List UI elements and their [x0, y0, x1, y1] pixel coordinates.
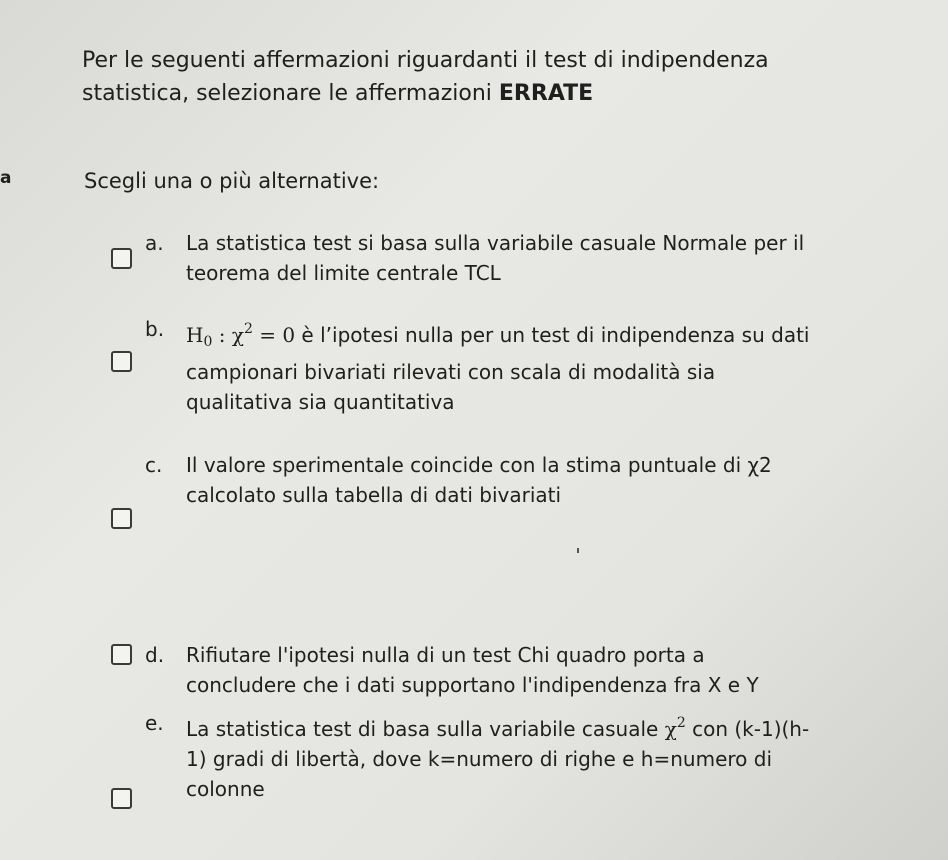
- option-b-letter: b.: [145, 317, 165, 341]
- chi-square-symbol: $\chi^2$: [664, 715, 686, 741]
- option-a-text: [186, 228, 916, 288]
- option-e-line-1: La statistica test di basa sulla variabile casuale $\chi^2$ con (k-1)(h-: [186, 715, 810, 741]
- option-b-checkbox[interactable]: [111, 351, 132, 372]
- option-d-line-2: concludere che i dati supportano l'indipendenza fra X e Y: [186, 673, 759, 697]
- option-b-line-3: qualitativa sia quantitativa: [186, 390, 455, 414]
- option-d-letter: d.: [145, 643, 165, 667]
- option-a-checkbox[interactable]: [111, 248, 132, 269]
- option-e-checkbox[interactable]: [111, 788, 132, 809]
- option-b-line-1: $H_0$ : $\chi^2 = 0$ è l’ipotesi nulla per un test di indipendenza su dati: [186, 321, 810, 350]
- option-c-line-2: calcolato sulla tabella di dati bivariati: [186, 483, 562, 507]
- option-a-line-1: La statistica test si basa sulla variabile casuale Normale per il: [186, 231, 805, 255]
- question-line-1: Per le seguenti affermazioni riguardanti il test di indipendenza: [82, 48, 769, 73]
- option-d-text: [186, 640, 916, 700]
- option-e-line-3: colonne: [186, 777, 265, 801]
- option-b-line-2: campionari bivariati rilevati con scala di modalità sia: [186, 360, 716, 384]
- question-emphasis: ERRATE: [498, 81, 594, 106]
- option-d-line-1: Rifiutare l'ipotesi nulla di un test Chi quadro porta a: [186, 643, 705, 667]
- question-line-2: statistica, selezionare le affermazioni: [82, 81, 499, 106]
- null-hypothesis-symbol: $H_0$ : $\chi^2 = 0$: [186, 321, 296, 350]
- screen-speck: [577, 548, 579, 553]
- option-e-line-2: 1) gradi di libertà, dove k=numero di righe e h=numero di: [186, 747, 772, 771]
- answer-prompt: Scegli una o più alternative:: [84, 169, 380, 193]
- option-b-text: [186, 314, 916, 417]
- option-c-letter: c.: [145, 453, 163, 477]
- option-d-checkbox[interactable]: [111, 644, 132, 665]
- option-c-checkbox[interactable]: [111, 508, 132, 529]
- option-a-line-2: teorema del limite centrale TCL: [186, 261, 501, 285]
- option-e-letter: e.: [145, 711, 164, 735]
- side-tag: a: [0, 168, 12, 188]
- option-c-line-1: Il valore sperimentale coincide con la stima puntuale di χ2: [186, 453, 772, 477]
- option-e-text: [186, 708, 916, 804]
- option-a-letter: a.: [145, 231, 164, 255]
- question-text: [82, 44, 842, 110]
- option-c-text: [186, 450, 916, 510]
